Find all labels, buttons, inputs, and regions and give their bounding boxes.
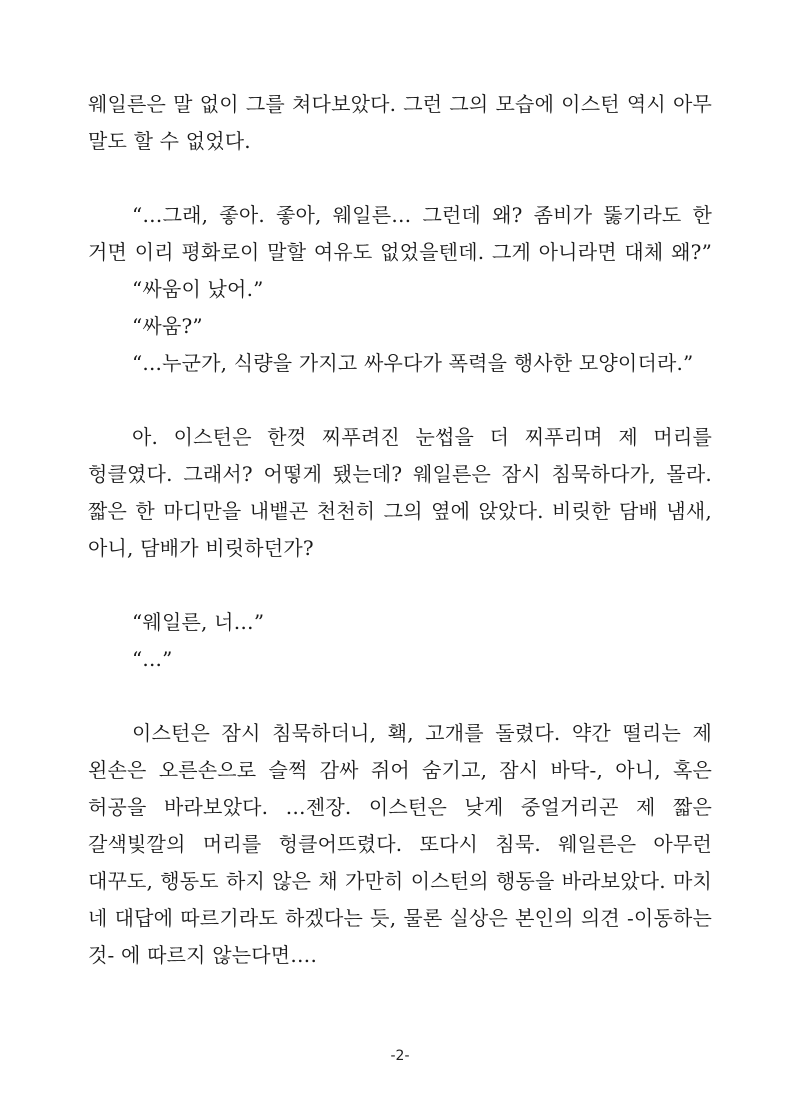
- paragraph-spacer: [88, 382, 712, 419]
- paragraph-5: [88, 715, 712, 974]
- text-line: 왼손은 오른손으로 슬쩍 감싸 쥐어 숨기고, 잠시 바닥-, 아니, 혹은: [88, 758, 712, 782]
- text-line: 아. 이스턴은 한껏 찌푸려진 눈썹을 더 찌푸리며 제 머리를: [132, 425, 712, 449]
- text-line: 거면 이리 평화로이 말할 여유도 없었을텐데. 그게 아니라면 대체 왜?”: [88, 240, 712, 264]
- text-line: 말도 할 수 없었다.: [88, 129, 251, 153]
- text-line: 대꾸도, 행동도 하지 않은 채 가만히 이스턴의 행동을 바라보았다. 마치: [88, 869, 712, 893]
- dialogue-line: “…그래, 좋아. 좋아, 웨일른… 그런데 왜? 좀비가 뚫기라도 한: [132, 203, 712, 227]
- paragraph-spacer: [88, 567, 712, 604]
- text-line: 갈색빛깔의 머리를 헝클어뜨렸다. 또다시 침묵. 웨일른은 아무런: [88, 832, 712, 856]
- text-line: 네 대답에 따르기라도 하겠다는 듯, 물론 실상은 본인의 의견 -이동하는: [88, 906, 712, 930]
- text-line: 짧은 한 마디만을 내뱉곤 천천히 그의 옆에 앉았다. 비릿한 담배 냄새,: [88, 499, 712, 523]
- dialogue-line: “...누군가, 식량을 가지고 싸우다가 폭력을 행사한 모양이더라.”: [132, 351, 694, 375]
- text-line: 웨일른은 말 없이 그를 쳐다보았다. 그런 그의 모습에 이스턴 역시 아무: [88, 92, 712, 116]
- paragraph-3: [88, 419, 712, 567]
- dialogue-line: “싸움?”: [132, 314, 203, 338]
- dialogue-line: “...”: [132, 647, 173, 671]
- text-line: 이스턴은 잠시 침묵하더니, 홱, 고개를 돌렸다. 약간 떨리는 제: [132, 721, 712, 745]
- paragraph-4: [88, 604, 712, 678]
- page-number: -2-: [390, 1048, 410, 1064]
- paragraph-spacer: [88, 160, 712, 197]
- document-page: [88, 86, 712, 974]
- dialogue-line: “싸움이 났어.”: [132, 277, 264, 301]
- paragraph-1: [88, 86, 712, 160]
- text-line: 헝클였다. 그래서? 어떻게 됐는데? 웨일른은 잠시 침묵하다가, 몰라.: [88, 462, 712, 486]
- dialogue-line: “웨일른, 너…”: [132, 610, 265, 634]
- text-line: 허공을 바라보았다. …젠장. 이스턴은 낮게 중얼거리곤 제 짧은: [88, 795, 712, 819]
- paragraph-2: [88, 197, 712, 382]
- paragraph-spacer: [88, 678, 712, 715]
- text-line: 것- 에 따르지 않는다면….: [88, 943, 318, 967]
- text-line: 아니, 담배가 비릿하던가?: [88, 536, 314, 560]
